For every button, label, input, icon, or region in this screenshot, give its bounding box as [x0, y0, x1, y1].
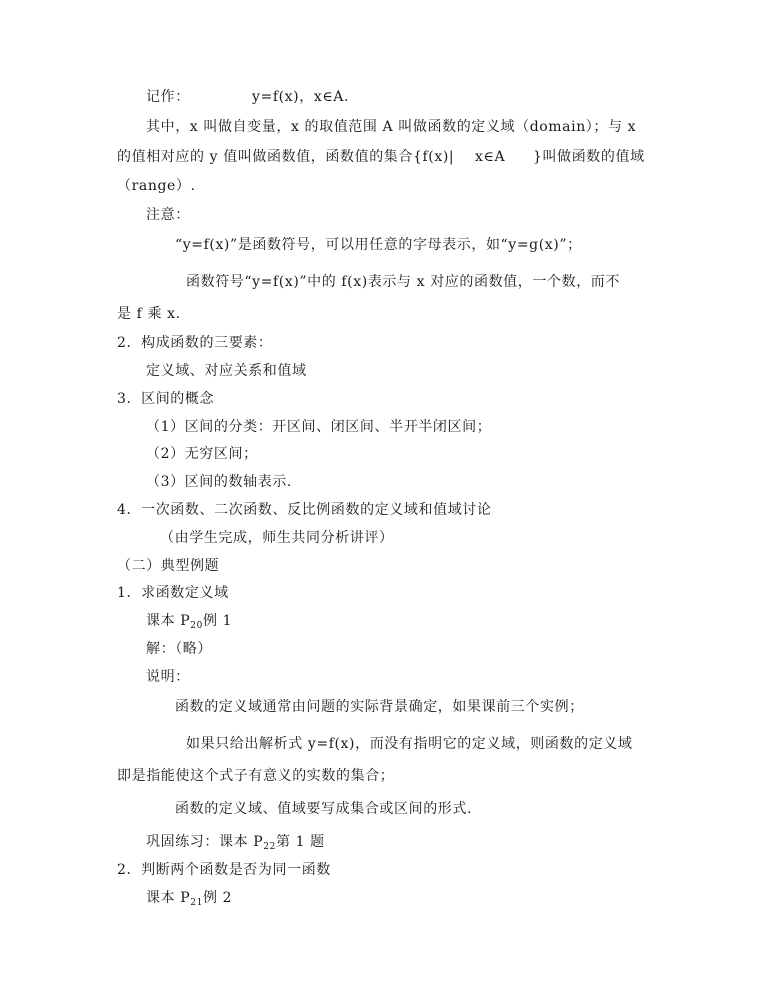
text-line: 如果只给出解析式 y=f(x)，而没有指明它的定义域，则函数的定义域: [186, 736, 633, 752]
text-line: 函数的定义域、值域要写成集合或区间的形式.: [175, 801, 473, 817]
text-line: 是 f 乘 x.: [117, 306, 181, 322]
text-line: （由学生完成，师生共同分析讲评）: [160, 530, 394, 546]
section-heading: 1．求函数定义域: [117, 585, 229, 601]
text-line: 即是指能使这个式子有意义的实数的集合；: [117, 768, 395, 784]
text-line: x∈A: [475, 149, 506, 165]
text-line: （1）区间的分类：开区间、闭区间、半开半闭区间；: [146, 419, 492, 435]
text-line: 函数的定义域通常由问题的实际背景确定，如果课前三个实例；: [175, 699, 584, 715]
text-line: 函数符号“y=f(x)”中的 f(x)表示与 x 对应的函数值，一个数，而不: [186, 274, 621, 290]
text-line: 解：（略）: [146, 641, 212, 657]
text-line: “y=f(x)”是函数符号，可以用任意的字母表示，如“y=g(x)”；: [175, 237, 582, 253]
text-line: 说明：: [146, 669, 190, 685]
text-line: 课本 $P_{20}$例 1: [146, 613, 233, 631]
text-line: 其中，x 叫做自变量，x 的取值范围 A 叫做函数的定义域（domain）；与 x: [146, 119, 637, 135]
text-line: 记作：: [146, 89, 190, 105]
text-line: 课本 $P_{21}$例 2: [146, 890, 233, 908]
text-line: （2）无穷区间；: [146, 446, 258, 462]
section-heading: （二）典型例题: [117, 558, 220, 574]
text-line: 的值相对应的 y 值叫做函数值，函数值的集合{f(x)|: [117, 149, 455, 165]
section-heading: 2．判断两个函数是否为同一函数: [117, 862, 331, 878]
text-line: （range）.: [117, 178, 196, 194]
text-line: 定义域、对应关系和值域: [146, 363, 307, 379]
text-line: 巩固练习：课本 $P_{22}$第 1 题: [146, 834, 325, 852]
text-line: （3）区间的数轴表示.: [146, 474, 292, 490]
section-heading: 4．一次函数、二次函数、反比例函数的定义域和值域讨论: [117, 502, 492, 518]
text-line: 注意：: [146, 207, 190, 223]
text-line: }叫做函数的值域: [533, 149, 645, 165]
text-line: y=f(x)，x∈A.: [252, 89, 350, 105]
section-heading: 3．区间的概念: [117, 391, 215, 407]
section-heading: 2．构成函数的三要素：: [117, 335, 273, 351]
